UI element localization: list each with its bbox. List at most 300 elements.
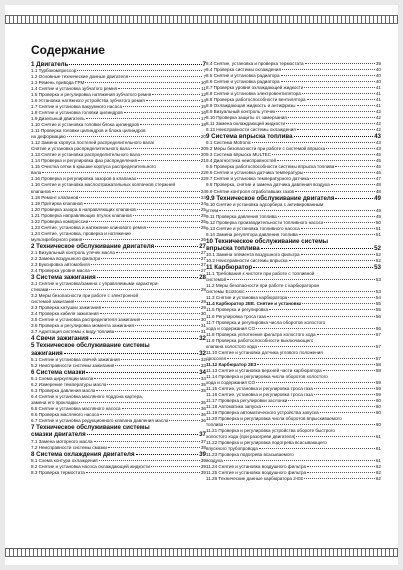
toc-entry-title: 11.2 Меры безопасности при работе с карбюратором <box>206 283 320 289</box>
toc-page-number: 10 <box>200 80 206 86</box>
toc-page-number: 47 <box>375 176 381 182</box>
toc-page-number: 62 <box>375 469 381 475</box>
toc-entry-title: клапанов <box>31 188 51 194</box>
toc-entry-title: 11.12 Карбюратор 2ЕЗ <box>206 361 257 367</box>
dot-leader <box>155 246 198 247</box>
toc-page-number: 37 <box>199 431 206 439</box>
toc-entry-title: 11.23 Проверка подогрева всасываемого <box>206 451 294 457</box>
toc-page-number: 31 <box>200 329 206 335</box>
toc-page-number: 7 <box>203 68 206 74</box>
toc-section-row <box>31 424 206 431</box>
toc-entry-title: вала <box>31 170 42 176</box>
dot-leader <box>91 264 200 265</box>
dot-leader <box>335 198 373 199</box>
toc-entry-title: на деформацию <box>31 134 66 140</box>
toc-page-number: 56 <box>375 313 381 319</box>
toc-entry-row <box>31 470 206 476</box>
dot-leader <box>307 99 375 100</box>
toc-page-number: 30 <box>200 311 206 317</box>
dot-leader <box>152 94 200 95</box>
dot-leader <box>79 197 200 198</box>
toc-entry-title: 3.5 Снятие и установка распределителя зажигания <box>31 317 141 323</box>
dot-leader <box>137 209 200 210</box>
toc-page-number: 20 <box>200 146 206 152</box>
toc-entry-title: стиками <box>31 287 49 293</box>
toc-page-number: 28 <box>199 273 206 281</box>
toc-entry-title: 8.6 Снятие и установка радиатора <box>206 79 280 85</box>
toc-entry-title: 1.1 Турбокомпрессор <box>31 68 77 74</box>
toc-page-number: 54 <box>375 295 381 301</box>
toc-entry-title: 11.24 Снятие и установка воздушного фильтра <box>206 463 307 469</box>
dot-leader <box>108 447 200 448</box>
toc-entry-title: 8.8 Снятие и установка электровентилятора <box>206 91 301 97</box>
toc-page-number: 51 <box>375 225 381 231</box>
dot-leader <box>294 136 374 137</box>
toc-entry-title: 8.1 Схема контура охлаждения <box>31 457 98 463</box>
toc-column-right <box>206 61 381 482</box>
toc-entry-title: 10.2 Неисправности системы впрыска <box>206 258 288 264</box>
toc-entry-title: 11.9 Проверка работоспособности выключающего <box>206 337 314 343</box>
dot-leader <box>281 75 375 76</box>
toc-page-number: 11 <box>201 86 206 92</box>
dot-leader <box>137 178 200 179</box>
toc-page-number: 27 <box>200 249 206 255</box>
toc-entry-title: 8.8 Проверка работоспособности вентилятора <box>206 97 306 103</box>
dot-leader <box>129 76 202 77</box>
dot-leader <box>84 203 200 204</box>
toc-entry-title: 1.8 Снятие и установка головки цилиндров <box>31 110 123 116</box>
toc-entry-title: клапана холостого хода <box>206 343 257 349</box>
toc-entry-title: 2 Техническое обслуживание двигателя <box>31 242 155 250</box>
toc-entry-title: 9.6 Снятие и установка датчика температуры <box>206 170 304 176</box>
toc-entry-title: 5.2 Неисправности системы зажигания <box>31 362 115 368</box>
toc-entry-title: 1.20 Проверка зазора в направляющих клапанов <box>31 206 136 212</box>
toc-entry-title: хода и содержания CO <box>206 325 256 331</box>
toc-entry-title: 1.23 Снятие, установка и натяжение клинового ремня <box>31 224 146 230</box>
toc-page-number: 45 <box>375 164 381 170</box>
dot-leader <box>136 454 199 455</box>
toc-page-number: 48 <box>375 188 381 194</box>
dot-leader <box>96 390 199 391</box>
toc-page-number: 59 <box>375 385 381 391</box>
toc-entry-title: 11.16 Снятие, установка и регулировка троса газа <box>206 391 313 397</box>
toc-page-number: 50 <box>375 219 381 225</box>
toc-page-number: 59 <box>375 379 381 385</box>
toc-page-number: 40 <box>375 73 381 79</box>
toc-entry-title: 1.11 Проверка головки цилиндров и блока цилиндров <box>31 128 146 134</box>
dot-leader <box>94 378 200 379</box>
document-page <box>5 5 398 565</box>
toc-page-number: 31 <box>200 323 206 329</box>
dot-leader <box>304 87 374 88</box>
toc-entry-title: 1.16 Проверка и регулировка зазоров в клапанах <box>31 176 137 182</box>
dot-leader <box>286 123 375 124</box>
toc-entry-title: 7.1 Замена моторного масла <box>31 438 93 444</box>
dot-leader <box>296 436 374 437</box>
dot-leader <box>295 191 375 192</box>
toc-entry-title: 9.5 Проверка работоспособности системы впрыска топлива <box>206 164 335 170</box>
toc-page-number: 53 <box>375 277 381 283</box>
dot-leader <box>224 424 375 425</box>
toc-section-row <box>206 133 381 140</box>
toc-entry-title: системой <box>206 277 227 283</box>
toc-entry-title: впрыска топлива <box>206 244 260 252</box>
toc-entry-title: 8.12 Неисправности системы охлаждения <box>206 127 296 133</box>
top-hatched-rule <box>5 15 398 24</box>
toc-entry-title: 3.7 Адаптация системы к виду топлива <box>31 329 115 335</box>
toc-page-number: 39 <box>375 61 381 66</box>
dot-leader <box>115 365 200 366</box>
dot-leader <box>86 372 198 373</box>
toc-entry-title: 11.22 Проверка и регулировка подогрева всасывающего <box>206 439 327 445</box>
toc-entry-title: 1.2 Основные технические данные двигателя <box>31 74 129 80</box>
toc-page-number: 17 <box>200 116 206 122</box>
toc-page-number: 7 <box>202 61 206 68</box>
toc-page-number: 57 <box>375 331 381 337</box>
toc-entry-title: 2.1 Визуальный контроль утечек масла <box>31 249 115 255</box>
dot-leader <box>320 412 375 413</box>
dot-leader <box>75 301 200 302</box>
toc-entry-title: 6.4 Снятие и установка масляного поддона картера, <box>31 394 143 400</box>
dot-leader <box>151 466 200 467</box>
dot-leader <box>52 191 200 192</box>
toc-page-number: 25 <box>200 212 206 218</box>
dot-leader <box>77 70 202 71</box>
toc-column-left <box>31 61 206 476</box>
toc-page-number: 32 <box>199 335 206 343</box>
toc-page-number: 34 <box>200 376 206 381</box>
toc-entry-title: 11.4 Карбюратор 2ЕЕ. Снятие и установка <box>206 301 302 307</box>
toc-page-number: 45 <box>375 152 381 158</box>
toc-entry-title: 11.18 Автоматика запуска <box>206 403 262 409</box>
toc-entry-row <box>206 476 381 482</box>
toc-page-number: 27 <box>199 242 206 250</box>
toc-entry-title: 9 Система впрыска топлива <box>206 133 293 141</box>
toc-page-number: 53 <box>374 264 381 272</box>
dot-leader <box>118 88 200 89</box>
toc-entry-title: 6.5 Снятие и установка масляного насоса <box>31 406 121 412</box>
dot-leader <box>269 309 375 310</box>
toc-page-number: 39 <box>199 450 206 458</box>
toc-entry-title: замена его прокладки <box>31 400 78 406</box>
toc-entry-title: 1.7 Снятие и установка вакуумного насоса <box>31 104 123 110</box>
dot-leader <box>83 239 200 240</box>
dot-leader <box>123 106 200 107</box>
dot-leader <box>116 252 200 253</box>
toc-entry-title: 1.19 Притирка клапанов <box>31 200 83 206</box>
toc-page-number: 52 <box>375 252 381 258</box>
toc-entry-title: 1.13 Снятие и установка распределительного вала <box>31 152 140 158</box>
dot-leader <box>288 297 375 298</box>
toc-entry-title: 8.11 Замена охлаждающей жидкости <box>206 121 286 127</box>
dot-leader <box>324 222 374 223</box>
dot-leader <box>121 359 200 360</box>
dot-leader <box>256 382 375 383</box>
dot-leader <box>97 277 198 278</box>
toc-page-number: 25 <box>200 218 206 224</box>
dot-leader <box>278 216 375 217</box>
toc-page-number: 29 <box>200 305 206 311</box>
toc-entry-title: 11.6 Регулировка троса газа <box>206 313 266 319</box>
toc-entry-title: 11.19 Проверка автоматического устройства запуска <box>206 409 319 415</box>
toc-entry-title: 11.10 Снятие и установка датчика углового положения <box>206 349 323 355</box>
toc-entry-title: 1.16 Снятие и установка маслоотражательных колпачков стержней <box>31 182 176 188</box>
dot-leader <box>297 105 375 106</box>
toc-page-number: 24 <box>200 194 206 200</box>
toc-page-number: 14 <box>200 98 206 104</box>
toc-entry-title: 11.7 Проверка и регулировка числа оборотов холостого <box>206 319 326 325</box>
dot-leader <box>288 400 375 401</box>
toc-page-number: 41 <box>375 91 381 97</box>
toc-page-number: 41 <box>375 85 381 91</box>
toc-entry-title: 3.2 Меры безопасности при работе с электронной <box>31 293 139 299</box>
dot-leader <box>94 441 200 442</box>
toc-entry-title: 8 Система охлаждения двигателя <box>31 450 135 458</box>
dot-leader <box>89 221 200 222</box>
toc-page-number: 52 <box>374 244 381 252</box>
dot-leader <box>146 100 200 101</box>
toc-page-number: 60 <box>375 409 381 415</box>
toc-page-number: 7 <box>203 74 206 80</box>
toc-page-number: 39 <box>200 469 206 475</box>
toc-entry-title: 1.5 Проверка и регулировка натяжения зубчатого ремня <box>31 92 152 98</box>
toc-entry-title: 6.3 Проверка давления масла <box>31 388 96 394</box>
toc-page-number: 43 <box>375 140 381 146</box>
toc-page-number: 15 <box>200 104 206 110</box>
dot-leader <box>135 325 200 326</box>
toc-entry-title: 6.7 Снятие и установка редукционного клапана давления масла <box>31 418 169 424</box>
toc-entry-title: хода и содержания CO <box>206 379 256 385</box>
dot-leader <box>272 154 375 155</box>
toc-entry-title: 11.14 Проверка и регулировка числа оборотов холостого <box>206 373 328 379</box>
toc-page-number: 39 <box>200 463 206 469</box>
dot-leader <box>49 289 200 290</box>
toc-entry-title: 8.5 Снятие и установка радиатора <box>206 73 280 79</box>
dot-leader <box>67 136 200 137</box>
toc-page-number: 42 <box>375 109 381 115</box>
dot-leader <box>86 472 200 473</box>
toc-entry-title: 5.1 Снятие и установка свечей зажигания <box>31 356 120 362</box>
toc-page-number: 20 <box>200 152 206 158</box>
toc-page-number: 60 <box>375 397 381 403</box>
toc-page-number: 58 <box>375 361 381 367</box>
toc-entry-title: зажигания <box>31 349 63 357</box>
toc-entry-title: 3.3 Проверка катушки зажигания <box>31 305 102 311</box>
toc-page-number: 28 <box>200 287 206 293</box>
toc-entry-title: 11.5 Проверка и регулировка <box>206 307 269 313</box>
toc-entry-title: 11.26 Технические данные карбюратора 2-ЕЕ <box>206 475 304 481</box>
toc-entry-title: 1.4 Снятие и установка зубчатого ремня <box>31 86 118 92</box>
toc-entry-title: 2.4 Проверка уровня масла <box>31 267 90 273</box>
dot-leader <box>141 154 200 155</box>
toc-entry-title: 7 Техническое обслуживание системы <box>31 424 150 432</box>
toc-entry-title: 1 Двигатель <box>31 61 69 68</box>
toc-section-row <box>31 61 206 68</box>
toc-entry-title: 8.4 Проверка системы охлаждения <box>206 67 281 73</box>
toc-page-number: 35 <box>200 400 206 406</box>
dot-leader <box>299 234 375 235</box>
dot-leader <box>169 420 199 421</box>
dot-leader <box>301 228 375 229</box>
toc-page-number: 26 <box>200 236 206 242</box>
toc-entry-title: 7.2 Неисправности системы смазки <box>31 444 107 450</box>
toc-page-number: 55 <box>375 307 381 313</box>
toc-section-row <box>31 274 206 281</box>
toc-section-row <box>206 238 381 245</box>
toc-section-row <box>31 243 206 250</box>
toc-entry-title: 10 Техническое обслуживание системы <box>206 237 329 245</box>
toc-entry-title: системы Ecotronic <box>206 289 245 295</box>
toc-entry-title: системой зажигания <box>31 299 75 305</box>
toc-page-number: 51 <box>375 231 381 237</box>
toc-page-number: 58 <box>375 367 381 373</box>
toc-entry-title: 9.13 Снятие и установка топливного насоса <box>206 225 300 231</box>
toc-page-number: 21 <box>200 158 206 164</box>
dot-leader <box>304 172 375 173</box>
toc-page-number: 57 <box>375 343 381 349</box>
dot-leader <box>252 142 375 143</box>
toc-entry-title: 2.2 Замена воздушного фильтра <box>31 255 101 261</box>
dot-leader <box>141 319 200 320</box>
toc-entry-title: 1.15 Очистка сетки в крышке корпуса распределительного <box>31 164 156 170</box>
toc-entry-title: 1.24 Снятие, установка, проверка и натяжение <box>31 230 131 236</box>
dot-leader <box>79 402 200 403</box>
toc-entry-title: 3.1 Снятие и установка/замена с управляемыми характери- <box>31 281 159 287</box>
toc-page-number: 52 <box>375 258 381 264</box>
dot-leader <box>102 307 200 308</box>
toc-entry-title: 8.3 Проверка термостата <box>31 469 85 475</box>
dot-leader <box>87 434 198 435</box>
toc-section-row <box>31 369 206 376</box>
toc-page-number: 43 <box>375 146 381 152</box>
toc-page-number: 42 <box>375 115 381 121</box>
toc-entry-title: 11.3 Снятие и установка карбюратора <box>206 295 288 301</box>
dot-leader <box>259 448 375 449</box>
toc-entry-title: 11.17 Проверка регулировки заслонки <box>206 397 288 403</box>
toc-entry-title: 11.20 Проверка и регулировка числа оборотов впрыскиваемого <box>206 415 342 421</box>
toc-page-number: 18 <box>200 122 206 128</box>
toc-page-number: 36 <box>200 418 206 424</box>
dot-leader <box>133 215 200 216</box>
toc-section-row <box>31 431 206 438</box>
dot-leader <box>288 117 375 118</box>
toc-page-number: 62 <box>375 475 381 481</box>
toc-entry-title: углем <box>206 207 219 213</box>
toc-entry-title: 9.12 Проверка производительности топливного насоса <box>206 219 324 225</box>
toc-entry-title: 4 Свечи зажигания <box>31 335 89 343</box>
dot-leader <box>261 248 373 249</box>
toc-page-number: 22 <box>200 176 206 182</box>
toc-page-number: 36 <box>200 406 206 412</box>
toc-entry-title: 11.1 Требования к чистоте при работе с топливной <box>206 271 315 277</box>
toc-entry-title: 10.1 Замена элемента воздушного фильтра <box>206 252 300 258</box>
toc-entry-title: 1.14 Проверка и регулировка фаз распределения <box>31 158 138 164</box>
toc-entry-title: 8.4 Снятие, установка и проверка термостата <box>206 61 304 66</box>
toc-entry-title: 6.6 Проверка масляного насоса <box>31 412 100 418</box>
dot-leader <box>326 148 375 149</box>
dot-leader <box>122 408 200 409</box>
page-title: Содержание <box>31 43 105 57</box>
toc-page-number: 12 <box>200 92 206 98</box>
toc-page-number: 20 <box>200 134 206 140</box>
toc-section-row <box>31 451 206 458</box>
toc-page-number: 43 <box>374 133 381 141</box>
dot-leader <box>227 279 375 280</box>
toc-section-row <box>206 245 381 252</box>
toc-entry-title: впускного трубопровода <box>206 445 258 451</box>
toc-page-number: 53 <box>375 289 381 295</box>
toc-page-number: 25 <box>200 206 206 212</box>
dot-leader <box>335 166 375 167</box>
dot-leader <box>277 160 375 161</box>
toc-page-number: 56 <box>375 325 381 331</box>
dot-leader <box>301 254 375 255</box>
dot-leader <box>101 258 199 259</box>
toc-page-number: 62 <box>375 463 381 469</box>
dot-leader <box>224 460 375 461</box>
toc-entry-title: 6 Система смазки <box>31 368 86 376</box>
dot-leader <box>124 112 200 113</box>
dot-leader <box>246 291 375 292</box>
toc-entry-title: смазки двигателя <box>31 431 86 439</box>
dot-leader <box>281 81 375 82</box>
dot-leader <box>219 210 375 211</box>
toc-page-number: 49 <box>374 194 381 202</box>
toc-page-number: 49 <box>375 213 381 219</box>
toc-page-number: 24 <box>200 200 206 206</box>
dot-leader <box>267 316 375 317</box>
dot-leader <box>323 370 375 371</box>
toc-section-row <box>206 195 381 202</box>
toc-page-number: 30 <box>200 317 206 323</box>
dot-leader <box>310 178 375 179</box>
toc-page-number: 61 <box>375 445 381 451</box>
toc-page-number: 61 <box>375 433 381 439</box>
toc-page-number: 45 <box>375 158 381 164</box>
toc-entry-title: воздуха <box>206 457 223 463</box>
toc-page-number: 38 <box>200 444 206 450</box>
dot-leader <box>138 160 200 161</box>
toc-entry-title: мультиреберного ремня <box>31 236 83 242</box>
dot-leader <box>147 227 200 228</box>
toc-page-number: 34 <box>199 368 206 376</box>
toc-page-number: 25 <box>200 224 206 230</box>
toc-entry-title: 9.9 Снятие контроля отработавших газов <box>206 188 294 194</box>
toc-entry-title: 11.8 Проверка уплотнения фильтра холостого хода <box>206 331 316 337</box>
toc-entry-title: 11.15 Снятие, установка и регулировка троса газа <box>206 385 313 391</box>
dot-leader <box>307 472 375 473</box>
dot-leader <box>99 460 200 461</box>
toc-entry-title: 8.7 Проверка уровня охлаждающей жидкости <box>206 85 304 91</box>
dot-leader <box>86 118 200 119</box>
dot-leader <box>131 148 200 149</box>
toc-entry-title: 9.7 Снятие и установка температурного датчика <box>206 176 310 182</box>
toc-entry-title: 9.4 Диагностика неисправностей <box>206 158 277 164</box>
toc-entry-title: 9.3 Система впрыска MULTEC <box>206 152 272 158</box>
dot-leader <box>307 466 375 467</box>
toc-page-number: 27 <box>200 255 206 261</box>
toc-entry-title: 11 Карбюратор <box>206 264 253 272</box>
toc-page-number: 46 <box>375 170 381 176</box>
toc-entry-title: 3 Система зажигания <box>31 273 96 281</box>
toc-page-number: 37 <box>200 438 206 444</box>
dot-leader <box>317 334 375 335</box>
toc-page-number: 33 <box>200 362 206 368</box>
toc-section-row <box>31 350 206 357</box>
toc-page-number: 55 <box>375 301 381 307</box>
dot-leader <box>64 353 198 354</box>
dot-leader <box>91 270 200 271</box>
